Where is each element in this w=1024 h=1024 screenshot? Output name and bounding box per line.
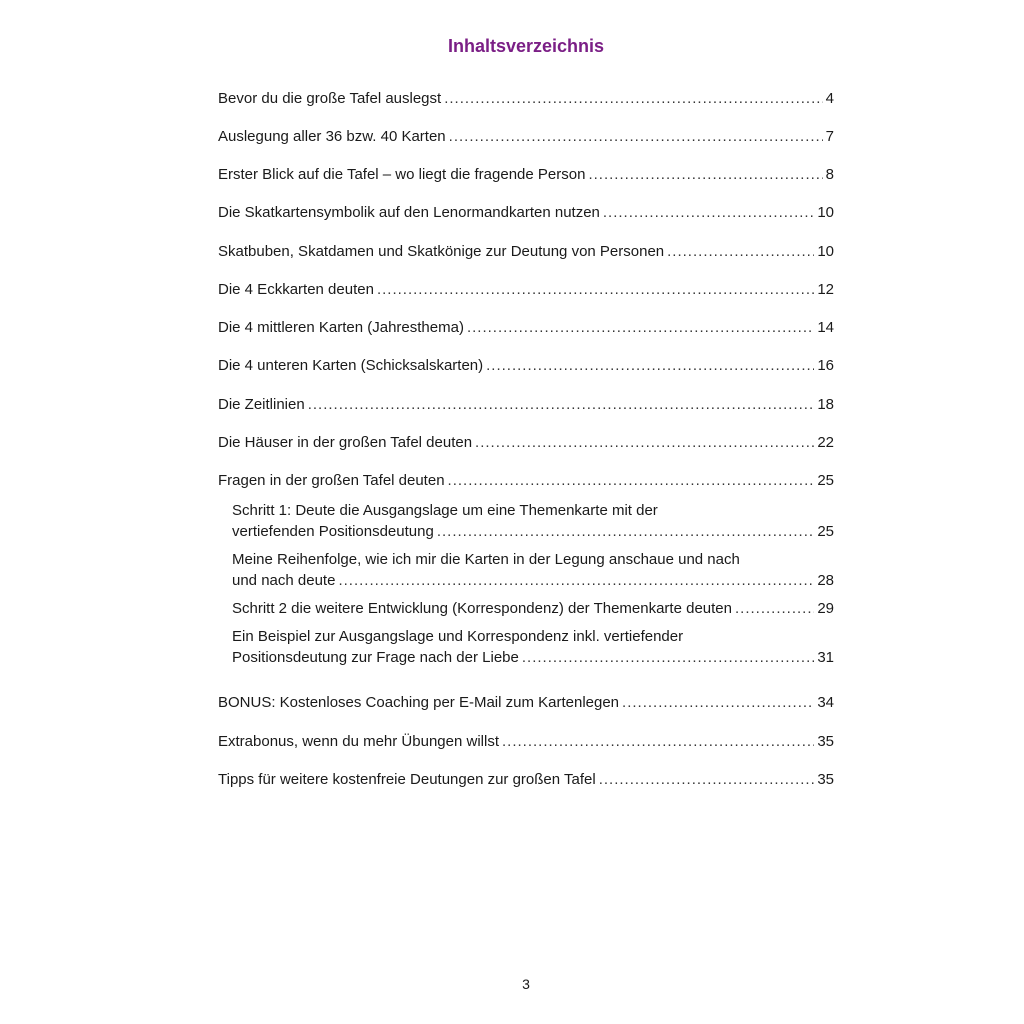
toc-entry-title: Die 4 mittleren Karten (Jahresthema) [218,319,464,336]
dot-leader [622,692,814,713]
dot-leader [486,355,814,376]
toc-entry[interactable] [218,317,834,338]
toc-entry-page: 22 [817,434,834,451]
toc-entry-page: 14 [817,319,834,336]
dot-leader [448,470,815,491]
toc-entry-title: Auslegung aller 36 bzw. 40 Karten [218,128,446,145]
dot-leader [444,88,822,109]
toc-entry-title: Die Zeitlinien [218,396,305,413]
toc-entry[interactable] [218,692,834,713]
toc-entry-title: Fragen in der großen Tafel deuten [218,472,445,489]
toc-sub-entry-title-line1: Meine Reihenfolge, wie ich mir die Karten in der Legung anschaue und nach [232,551,740,568]
dot-leader [603,202,814,223]
toc-entry-page: 34 [817,694,834,711]
toc-entry-title: Extrabonus, wenn du mehr Übungen willst [218,733,499,750]
toc-sub-entry-title-line2: und nach deute [232,572,336,589]
toc-entry-page: 35 [817,733,834,750]
toc-entry[interactable] [218,164,834,185]
toc-sub-entry-title-line2: vertiefenden Positionsdeutung [232,523,434,540]
page-number: 3 [522,976,530,992]
toc-sub-entry[interactable] [232,598,834,619]
dot-leader [437,521,815,542]
toc-sub-entry[interactable] [232,549,834,591]
dot-leader [502,731,814,752]
toc-entry-page: 12 [817,281,834,298]
toc-sub-entry-page: 28 [817,572,834,589]
toc-entry[interactable] [218,731,834,752]
toc-sub-entry-title-line1: Ein Beispiel zur Ausgangslage und Korrespondenz inkl. vertiefender [232,628,684,645]
toc-sub-entry-title: Schritt 2 die weitere Entwicklung (Korrespondenz) der Themenkarte deuten [232,600,732,617]
toc-entry[interactable] [218,241,834,262]
toc-sub-entry-page: 31 [817,649,834,666]
dot-leader [308,394,815,415]
toc-entry-page: 8 [825,166,834,183]
dot-leader [588,164,822,185]
toc-entry-page: 10 [817,204,834,221]
toc-sub-entry[interactable] [232,626,834,668]
toc-sub-entry-page: 25 [817,523,834,540]
dot-leader [735,598,814,619]
toc-entry[interactable] [218,470,834,491]
toc-entry-page: 16 [817,357,834,374]
toc-sub-entry-title-line1: Schritt 1: Deute die Ausgangslage um eine Themenkarte mit der [232,502,658,519]
toc-entry[interactable] [218,432,834,453]
toc-entry[interactable] [218,279,834,300]
toc-entry[interactable] [218,394,834,415]
toc-entry-page: 4 [825,90,834,107]
toc-sub-entry[interactable] [232,500,834,542]
toc-entry-page: 25 [817,472,834,489]
toc-entry-page: 18 [817,396,834,413]
toc-entry-page: 10 [817,243,834,260]
toc-sub-entry-page: 29 [817,600,834,617]
toc-entry-title: Die 4 unteren Karten (Schicksalskarten) [218,357,484,374]
dot-leader [599,769,815,790]
toc-entry[interactable] [218,355,834,376]
toc-entry-title: Tipps für weitere kostenfreie Deutungen zur großen Tafel [218,771,596,788]
dot-leader [449,126,823,147]
toc-entry-page: 7 [825,128,834,145]
dot-leader [667,241,814,262]
toc-entry[interactable] [218,126,834,147]
toc-entry-page: 35 [817,771,834,788]
dot-leader [475,432,814,453]
toc-entry-title: Skatbuben, Skatdamen und Skatkönige zur Deutung von Personen [218,243,665,260]
dot-leader [522,647,814,668]
dot-leader [467,317,814,338]
toc-sub-entry-title-line2: Positionsdeutung zur Frage nach der Liebe [232,649,519,666]
toc-entry-title: Bevor du die große Tafel auslegst [218,90,442,107]
toc-entry[interactable] [218,88,834,109]
toc-entry-title: Die Skatkartensymbolik auf den Lenormandkarten nutzen [218,204,600,221]
toc-entry-title: Erster Blick auf die Tafel – wo liegt die fragende Person [218,166,586,183]
page-title: Inhaltsverzeichnis [447,36,605,56]
toc-entry-title: BONUS: Kostenloses Coaching per E-Mail zum Kartenlegen [218,694,620,711]
toc-entry[interactable] [218,202,834,223]
toc-entry-title: Die 4 Eckkarten deuten [218,281,374,298]
dot-leader [338,570,814,591]
dot-leader [377,279,814,300]
toc-entry-title: Die Häuser in der großen Tafel deuten [218,434,473,451]
toc-entry[interactable] [218,769,834,790]
